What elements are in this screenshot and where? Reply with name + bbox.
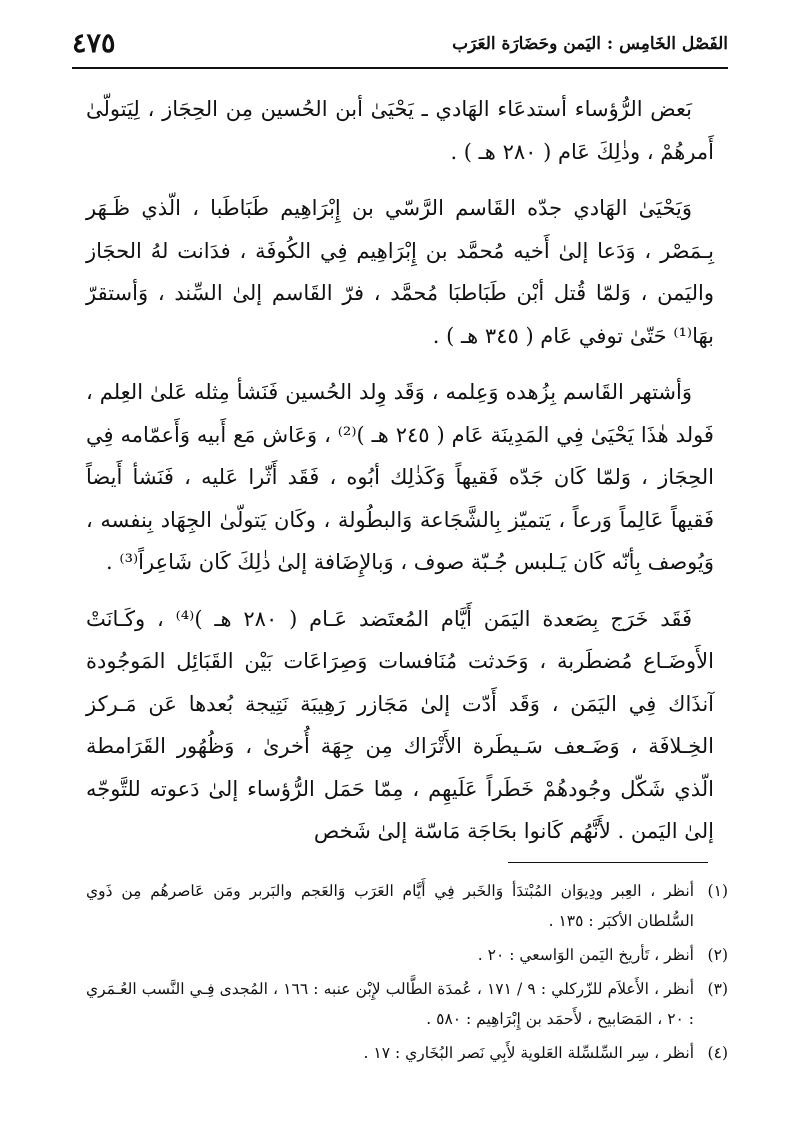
footnote-number: (١) <box>707 882 728 900</box>
footnote-text: أنظر ، تَأريخ اليَمن الوَاسعي : ٢٠ . <box>477 946 694 964</box>
paragraph: وَيَحْيَىٰ الهَادي جدّه القَاسم الرَّسّي بن إِبْرَاهِيم طَبَاطَبا ، الّذي ظَـهَر بِـمَصْر ، وَدَعا إلىٰ أَخيه مُحمَّد بن إِبْرَاهِيم فِي الكُوفَة ، فدَانت لهُ الحجَاز واليَمن ، وَلمّا قُتل أبْن طَبَاطبَا مُحمَّد ، فرّ القَاسم إلىٰ السِّند ، وَأستقرّ بهَا⁽¹⁾ حَتّىٰ توفي عَام ( ٣٤٥ هـ ) . <box>86 196 714 348</box>
footnote <box>86 974 728 1034</box>
paragraph: وَأشتهر القَاسم بِزُهده وَعِلمه ، وَقَد وِلد الحُسين فَنَشأ مِثله عَلىٰ العِلم ، فَولد هٰذَا يَحْيَىٰ فِي المَدِينَة عَام ( ٢٤٥ هـ )⁽²⁾ ، وَعَاش مَع أَبيه وَأَعمّامه فِي الحِجَاز ، وَلمّا كَان جَدّه فَقيهاً وَكَذٰلِك أبُوه ، فَقَد أَثّرا عَليه ، فَنَشأ أَيضاً فَقيهاً عَالِماً وَرعاً ، يَتميّز بِالشَّجَاعة وَالبطُولة ، وكَان يَتولّىٰ الجِهَاد بِنفسه ، وَيُوصف بِأنّه كَان يَـلبس جُـبّة صوف ، وَبالإِضَافة إلىٰ ذٰلِكَ كَان شَاعِراً⁽³⁾ . <box>86 380 714 574</box>
footnote-text: أنظر ، سِر السِّلسِّلة العَلوية لأَبِي نَصر البُخَاري : ١٧ . <box>363 1044 694 1062</box>
footnote <box>86 876 728 936</box>
paragraph: فَقَد خَرَج بِصَعدة اليَمَن أَيَّام المُعتَضد عَـام ( ٢٨٠ هـ )⁽⁴⁾ ، وكَـانَتْ الأَوضَـاع مُضطَربة ، وَحَدثت مُنَافسات وَصِرَاعَات بَيْن القَبَائِل المَوجُودة آنذَاك فِي اليَمَن ، وَقَد أَدّت إلىٰ مَجَازر رَهِيبَة نَتِيجة بُعدها عَن مَـركز الخِـلافَة ، وَضَـعف سَـيطَرة الأَتْرَاك مِن جِهَة أُخرىٰ ، وَظُهُور القَرَامطة الّذي شَكّل وجُودهُمْ خَطَراً عَلَيهِم ، مِمّا حَمَل الرُّؤساء إلىٰ دَعوته للتَّوجّه إلىٰ اليَمن . لأَنَّهُم كَانوا بحَاجَة مَاسّة إلىٰ شَخص <box>86 606 714 843</box>
main-text <box>86 88 714 867</box>
header-divider <box>72 67 728 69</box>
footnote-text: أنظر ، العِبر ودِيوَان المُبْتدَأ وَالخَبر فِي أَيَّام العَرَب وَالعَجم والبَربر ومَن عَاصرهُم مِن ذَوي السُّلطان الأكبَر : ١٣٥ . <box>86 882 694 930</box>
footnote-divider <box>508 862 708 863</box>
page-number: ٤٧٥ <box>72 28 116 59</box>
footnote-number: (٤) <box>707 1044 728 1062</box>
footnote <box>86 1038 728 1068</box>
footnote-text: أنظر ، الأَعلاَم للزّركلي : ٩ / ١٧١ ، عُمدَة الطَّالب لإِبْن عنبه : ١٦٦ ، المُجدى فِـي النَّسب العُـمَري : ٢٠ ، المَصَابيح ، لأَحمَد بن إِبْرَاهِيم : ٥٨٠ . <box>86 980 694 1028</box>
running-title: الفَصْل الخَامِس : اليَمن وحَضَارَة العَرَب <box>452 34 728 54</box>
footnotes <box>86 876 728 1072</box>
paragraph: بَعض الرُّؤساء أستدعَاء الهَادي ـ يَحْيَىٰ أبن الحُسين مِن الحِجَاز ، لِيَتولّىٰ أَمرهُمْ ، وذٰلِكَ عَام ( ٢٨٠ هـ ) . <box>86 97 714 164</box>
footnote-number: (٣) <box>707 980 728 998</box>
page-header <box>72 28 728 68</box>
footnote <box>86 940 728 970</box>
footnote-number: (٢) <box>707 946 728 964</box>
